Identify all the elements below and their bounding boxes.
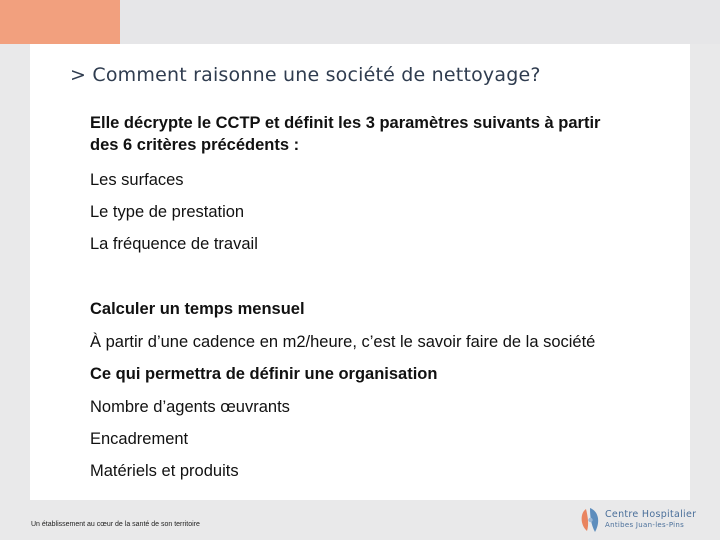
parameter-item: Les surfaces [90,171,184,189]
logo-mark-icon [578,505,604,535]
organisation-item: Nombre d’agents œuvrants [90,398,290,416]
top-band [120,0,720,44]
intro-line-1: Elle décrypte le CCTP et définit les 3 paramètres suivants à partir [90,114,601,132]
organisation-item: Encadrement [90,430,189,448]
organisation-item: Matériels et produits [90,462,239,480]
parameter-item: La fréquence de travail [90,235,258,253]
intro-line-2: des 6 critères précédents : [90,136,300,154]
logo-line-2: Antibes Juan-les-Pins [605,521,685,529]
accent-block [0,0,120,44]
logo-line-1: Centre Hospitalier [605,509,697,520]
footer-tagline: Un établissement au cœur de la santé de son territoire [31,521,200,528]
hospital-logo [578,504,708,536]
section-text-cadence: À partir d’une cadence en m2/heure, c’est le savoir faire de la société [90,333,596,351]
parameter-item: Le type de prestation [90,203,245,221]
section-heading-temps: Calculer un temps mensuel [90,300,305,318]
section-heading-organisation: Ce qui permettra de définir une organisation [90,365,438,383]
slide-title: > Comment raisonne une société de nettoyage? [70,64,541,86]
